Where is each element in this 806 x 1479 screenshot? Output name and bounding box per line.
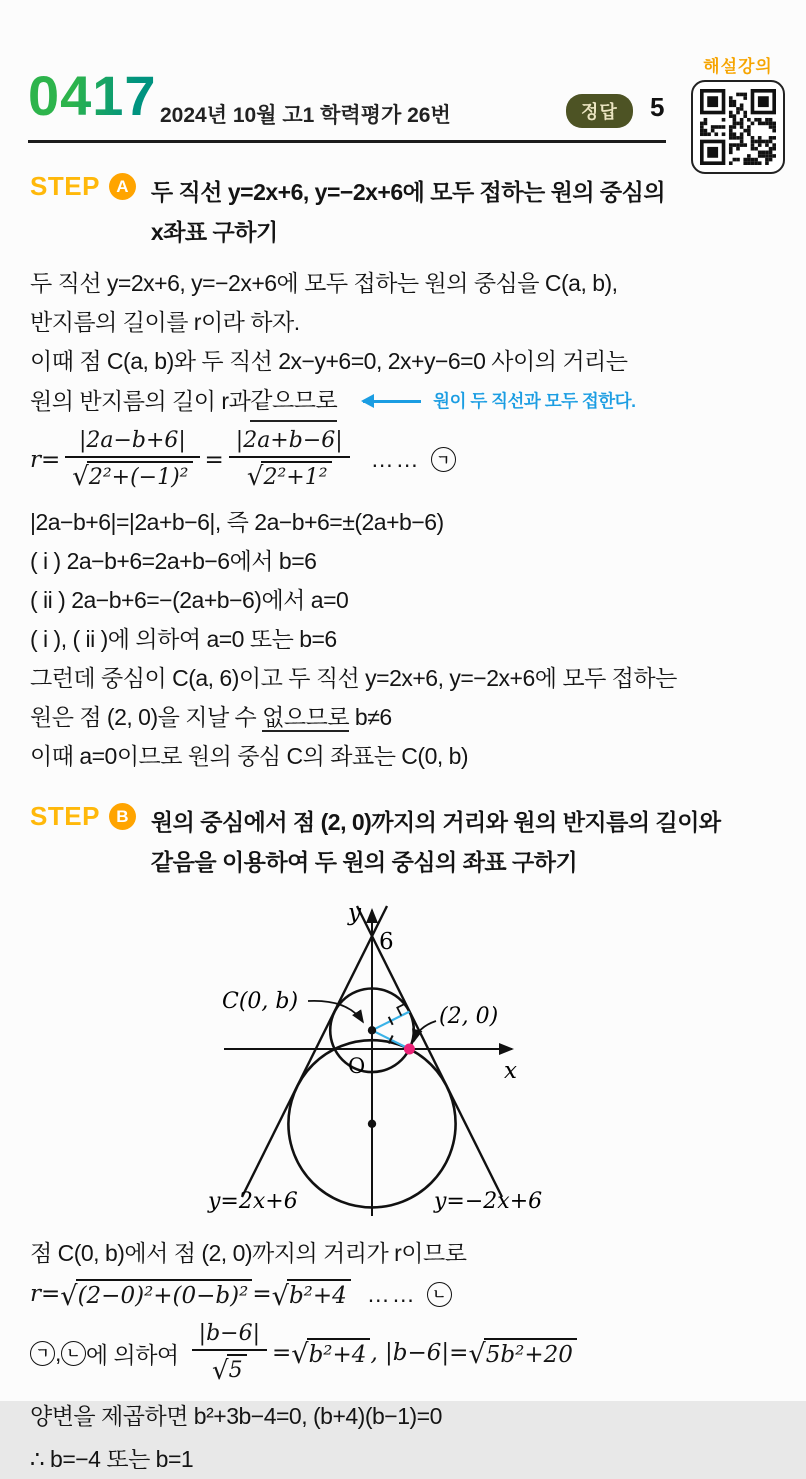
text-line: 양변을 제곱하면 b²+3b−4=0, (b+4)(b−1)=0	[30, 1402, 442, 1429]
qr-frame	[691, 80, 785, 174]
radicand: (2−0)²+(0−b)²	[76, 1279, 253, 1309]
large-circle-center-dot	[368, 1120, 376, 1128]
fraction	[65, 428, 199, 491]
step-a-badge-icon: A	[109, 173, 136, 200]
square-root	[291, 1338, 370, 1371]
numerator: |2a+b−6|	[235, 428, 343, 453]
step-b-title-line2: 같음을 이용하여 두 원의 중심의 좌표 구하기	[150, 849, 578, 876]
formula-radius-distance	[30, 428, 782, 491]
math-lhs: r=	[30, 1281, 61, 1308]
text-line-with-note	[30, 381, 782, 422]
square-root	[271, 1279, 351, 1312]
problem-number: 0417	[28, 64, 157, 127]
point-label-arrow	[414, 1021, 436, 1041]
text-part: 원의 반지름의 길이 r과	[30, 388, 251, 414]
step-b-title-line1: 원의 중심에서 점 (2, 0)까지의 거리와 원의 반지름의 길이와	[150, 809, 721, 836]
geometry-figure	[182, 894, 782, 1226]
square-root	[212, 1354, 247, 1386]
ellipsis: ……	[370, 446, 421, 473]
text-part: b≠6	[349, 704, 392, 731]
line-y-2x-plus-6	[242, 906, 387, 1197]
qr-modules	[700, 89, 776, 165]
header	[0, 0, 806, 156]
step-b-word: STEP	[30, 801, 100, 832]
radical-sign: √	[271, 1280, 289, 1312]
qr-code-icon	[700, 89, 776, 165]
step-b-badge-icon: B	[109, 803, 136, 830]
point-label: (2, 0)	[439, 1004, 499, 1030]
radical-sign: √	[468, 1339, 486, 1371]
text-line: 그런데 중심이 C(a, 6)이고 두 직선 y=2x+6, y=−2x+6에 모두 접하는	[30, 665, 677, 692]
reference-mark-2: ㄴ	[427, 1282, 452, 1307]
case-ii-line: ( ii ) 2a−b+6=−(2a+b−6)에서 a=0	[30, 587, 349, 614]
radical-sign: √	[72, 462, 89, 493]
square-root	[72, 461, 192, 493]
equals-sign: =	[252, 1281, 272, 1308]
text-part: 에 의하여	[85, 1341, 179, 1368]
step-b-title	[151, 802, 721, 882]
step-b-header	[30, 802, 782, 882]
fraction	[192, 1321, 267, 1384]
denominator	[229, 456, 350, 491]
formula-combined	[30, 1321, 782, 1384]
radical-sign: √	[246, 462, 264, 493]
text-line: 두 직선 y=2x+6, y=−2x+6에 모두 접하는 원의 중심을 C(a, b),	[30, 270, 618, 296]
math-lhs: r=	[30, 446, 61, 473]
underlined-text: 같으므로	[250, 381, 337, 422]
reference-mark-1: ㄱ	[30, 1341, 55, 1366]
step-a-title	[151, 172, 665, 252]
answer-value: 5	[650, 92, 665, 122]
left-arrow-icon	[363, 400, 421, 403]
square-root	[60, 1279, 252, 1312]
left-line-equation-label: y=2x+6	[208, 1189, 298, 1215]
underlined-text: 없으므로	[262, 704, 350, 731]
numerator: |b−6|	[198, 1321, 260, 1347]
x-axis-label: x	[504, 1058, 517, 1085]
conclusion-line: ∴ b=−4 또는 b=1	[30, 1445, 194, 1472]
radicand: 2²+(−1)²	[87, 461, 193, 490]
denominator	[65, 456, 199, 491]
square-root	[246, 461, 332, 493]
y-intercept-label: 6	[379, 929, 394, 956]
radical-sign: √	[291, 1339, 309, 1371]
qr-block	[686, 52, 790, 174]
margin-note: 원이 두 직선과 모두 접한다.	[433, 391, 636, 411]
answer-badge: 정답	[566, 94, 633, 128]
radical-sign: √	[60, 1280, 78, 1312]
header-divider	[28, 140, 666, 143]
math-mid: , |b−6|=	[370, 1340, 469, 1367]
small-circle-center-dot	[368, 1026, 376, 1034]
text-part: ,	[55, 1339, 61, 1366]
radicand: b²+4	[307, 1338, 371, 1368]
numerator: |2a−b+6|	[78, 428, 186, 453]
radical-sign: √	[212, 1355, 229, 1386]
reference-mark-2: ㄴ	[61, 1341, 86, 1366]
reference-mark-1: ㄱ	[431, 447, 456, 472]
origin-label: O	[348, 1054, 366, 1079]
qr-caption: 해설강의	[703, 57, 773, 76]
step-a-title-line2: x좌표 구하기	[150, 219, 278, 245]
radicand: 2²+1²	[261, 461, 331, 490]
formula-distance	[30, 1279, 782, 1312]
radicand: 5	[227, 1354, 247, 1383]
text-line: 이때 a=0이므로 원의 중심 C의 좌표는 C(0, b)	[30, 743, 469, 770]
square-root	[468, 1338, 576, 1371]
center-label: C(0, b)	[222, 989, 299, 1015]
step-a-word: STEP	[30, 171, 100, 201]
right-line-equation-label: y=−2x+6	[434, 1189, 543, 1215]
equals-sign: =	[272, 1340, 292, 1367]
denominator	[192, 1349, 267, 1384]
solution-body	[0, 172, 806, 1479]
text-line: 점 C(0, b)에서 점 (2, 0)까지의 거리가 r이므로	[30, 1240, 467, 1267]
equals-sign: =	[204, 446, 224, 473]
radicand: 5b²+20	[484, 1338, 577, 1368]
ellipsis: ……	[366, 1280, 417, 1307]
fraction	[229, 428, 350, 491]
text-line	[30, 698, 782, 737]
text-line: |2a−b+6|=|2a+b−6|, 즉 2a−b+6=±(2a+b−6)	[30, 509, 444, 536]
radicand: b²+4	[287, 1279, 351, 1309]
text-line: 이때 점 C(a, b)와 두 직선 2x−y+6=0, 2x+y−6=0 사이의 거리는	[30, 348, 628, 374]
text-part: 원은 점 (2, 0)을 지날 수	[30, 704, 263, 731]
text-line: ( i ), ( ii )에 의하여 a=0 또는 b=6	[30, 626, 337, 653]
step-a-header	[30, 172, 782, 252]
step-a-title-line1: 두 직선 y=2x+6, y=−2x+6에 모두 접하는 원의 중심의	[150, 179, 666, 205]
point-2-0-dot	[404, 1044, 415, 1055]
figure-svg	[182, 894, 602, 1226]
text-line: 반지름의 길이를 r이라 하자.	[30, 309, 300, 335]
y-axis-label: y	[348, 900, 361, 927]
problem-source: 2024년 10월 고1 학력평가 26번	[160, 104, 451, 127]
case-i-line: ( i ) 2a−b+6=2a+b−6에서 b=6	[30, 548, 317, 575]
